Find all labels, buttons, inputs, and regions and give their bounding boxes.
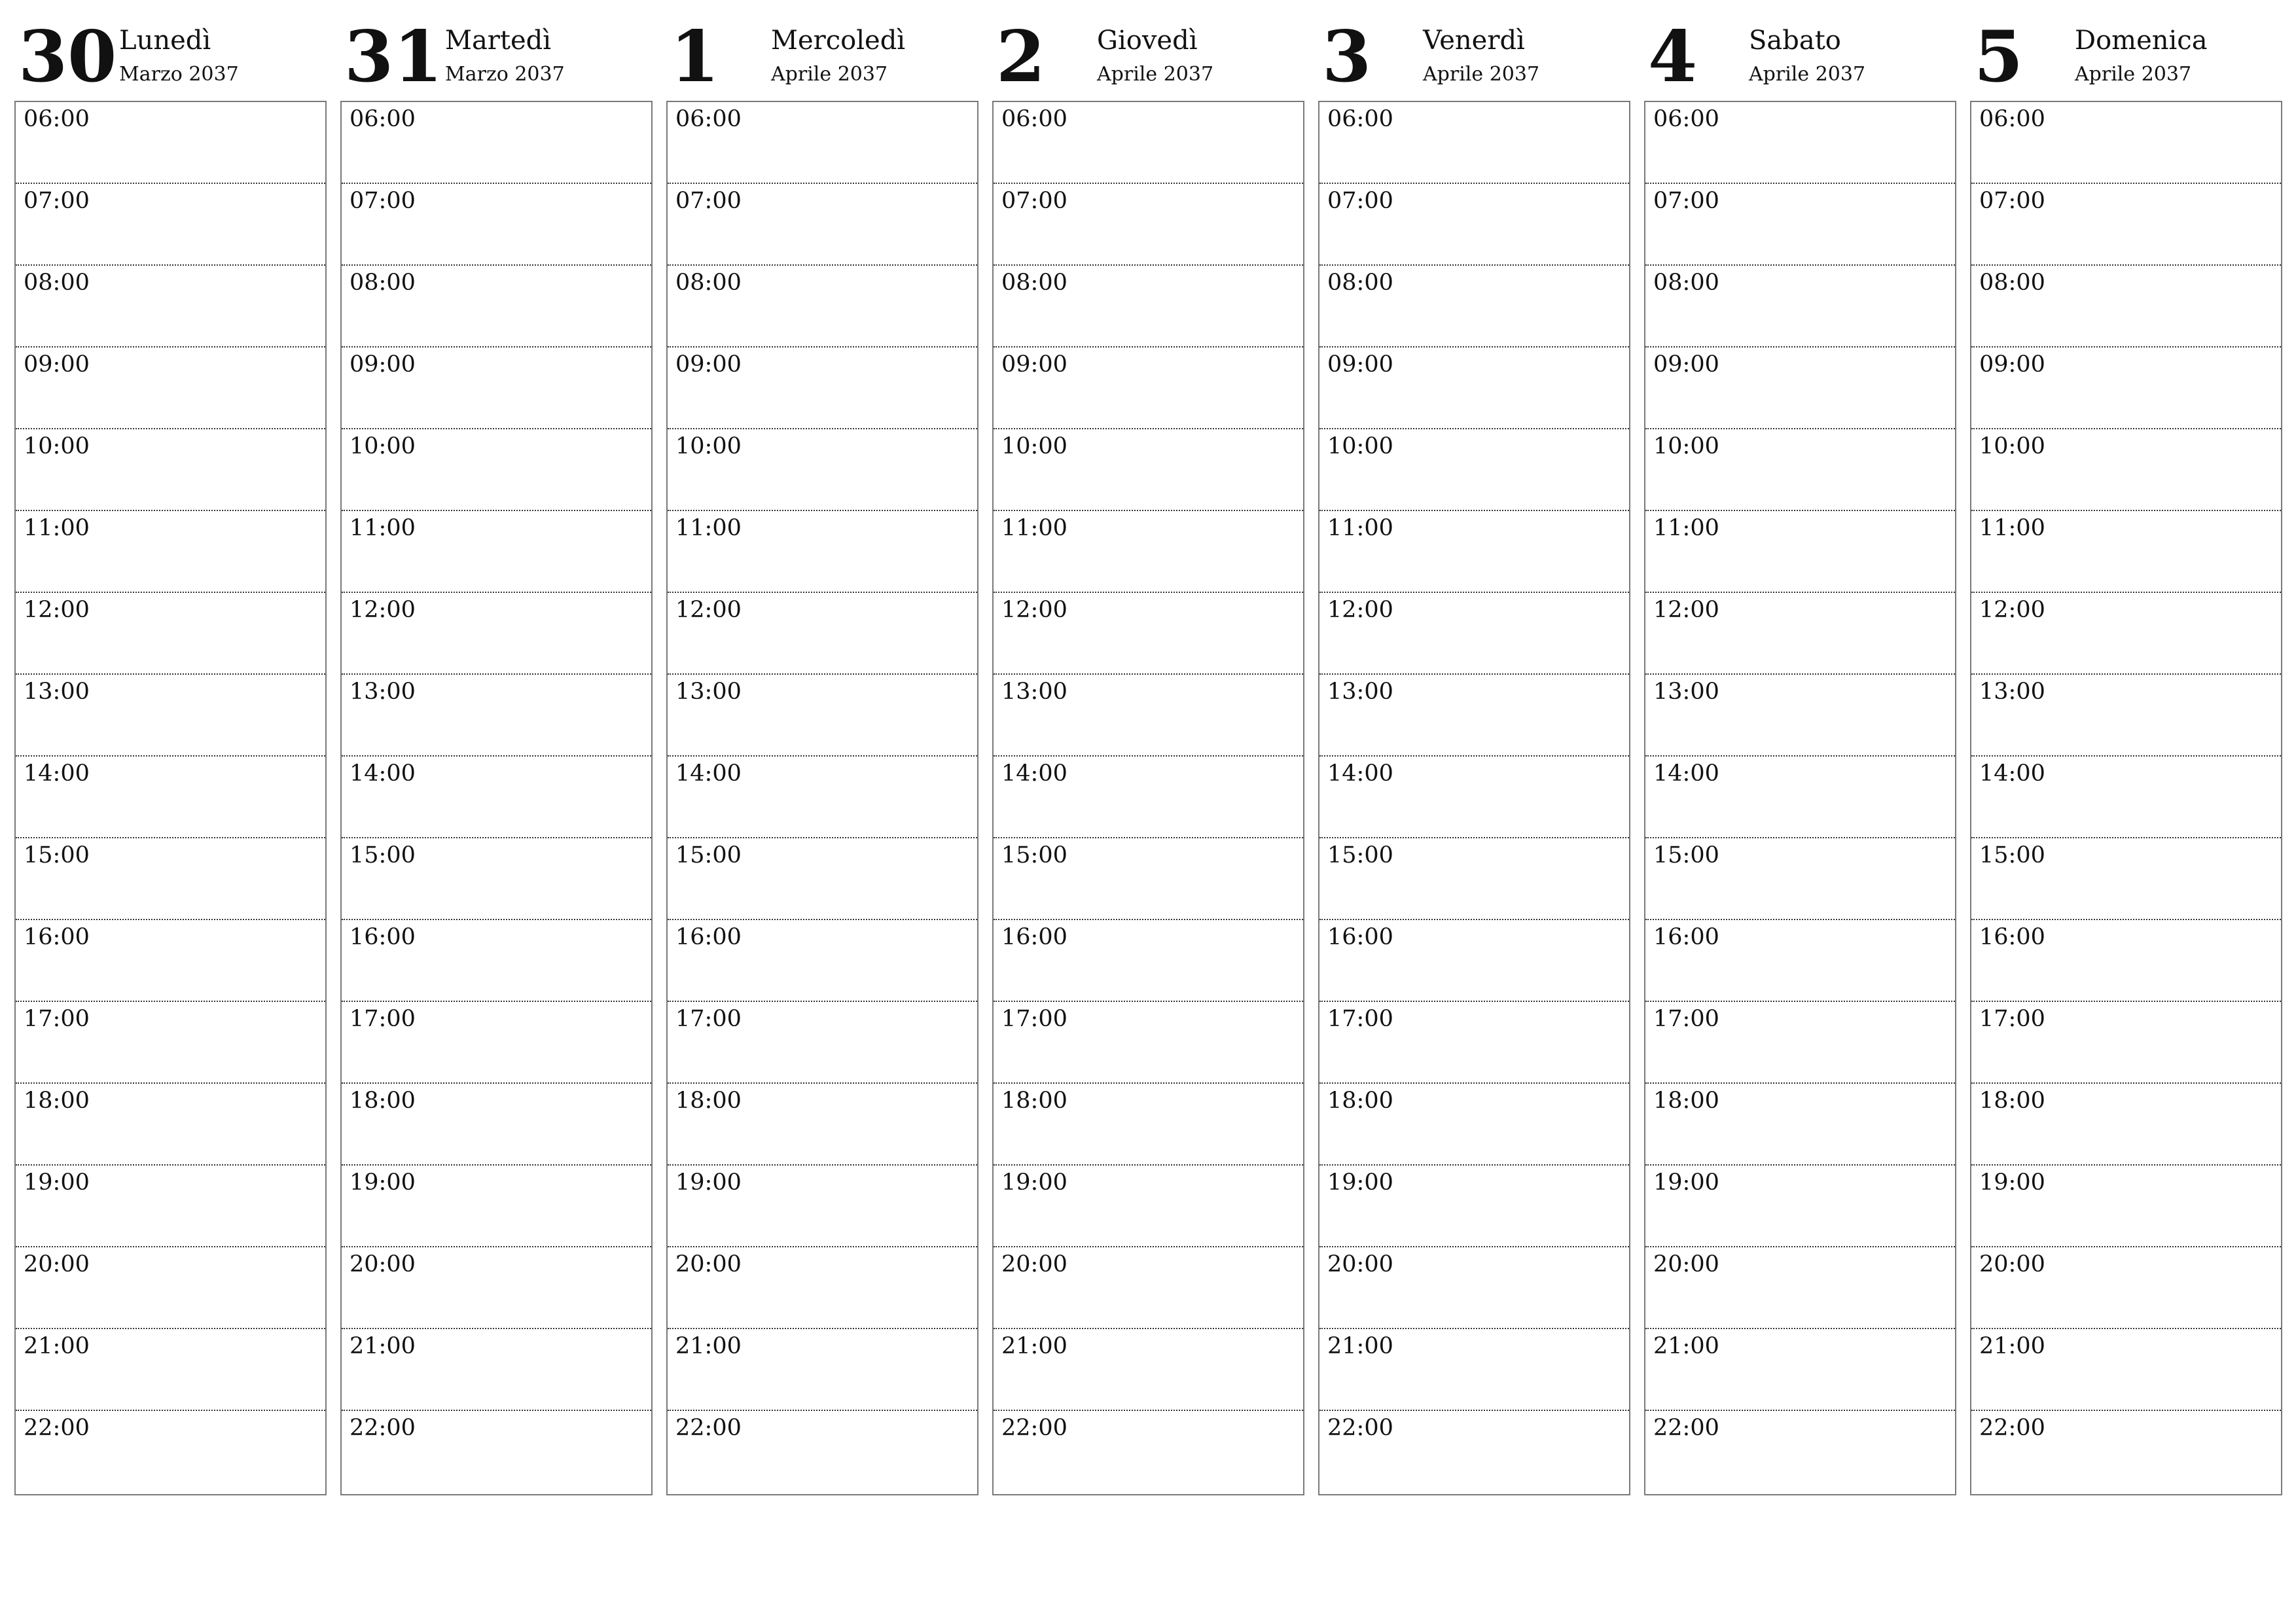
time-slot[interactable]	[1645, 1329, 1955, 1411]
time-slot[interactable]	[1645, 511, 1955, 593]
time-slot[interactable]	[994, 757, 1303, 838]
day-header	[340, 0, 653, 98]
time-slot[interactable]	[668, 1247, 977, 1329]
time-slot[interactable]	[1971, 593, 2281, 675]
day-number: 30	[18, 16, 117, 98]
day-schedule-box	[340, 101, 653, 1495]
time-slot-label: 20:00	[675, 1251, 742, 1277]
time-slot-label: 15:00	[24, 842, 90, 868]
day-schedule-box	[14, 101, 327, 1495]
day-header	[14, 0, 327, 98]
day-column	[1970, 0, 2282, 1499]
time-slot[interactable]	[994, 429, 1303, 511]
time-slot[interactable]	[16, 1247, 325, 1329]
time-slot-label: 21:00	[1979, 1333, 2045, 1359]
time-slot[interactable]	[994, 675, 1303, 757]
time-slot[interactable]	[1319, 429, 1629, 511]
time-slot-label: 19:00	[1979, 1169, 2045, 1196]
time-slot-label: 10:00	[1979, 433, 2045, 459]
time-slot[interactable]	[994, 1002, 1303, 1084]
time-slot-label: 18:00	[350, 1088, 416, 1114]
time-slot[interactable]	[1319, 1084, 1629, 1166]
time-slot-label: 09:00	[1653, 351, 1719, 378]
time-slot[interactable]	[1645, 348, 1955, 429]
time-slot-label: 14:00	[1979, 760, 2045, 787]
time-slot-label: 13:00	[1327, 679, 1393, 705]
time-slot[interactable]	[1319, 920, 1629, 1002]
time-slot[interactable]	[994, 511, 1303, 593]
time-slot[interactable]	[994, 1411, 1303, 1493]
time-slot-label: 11:00	[1327, 515, 1393, 541]
time-slot-label: 12:00	[1653, 597, 1719, 623]
time-slot[interactable]	[1319, 1166, 1629, 1247]
time-slot[interactable]	[16, 429, 325, 511]
time-slot[interactable]	[668, 1166, 977, 1247]
time-slot[interactable]	[16, 511, 325, 593]
time-slot-label: 08:00	[1653, 270, 1719, 296]
time-slot-label: 06:00	[1653, 106, 1719, 132]
day-header	[1644, 0, 1956, 98]
time-slot-label: 11:00	[1653, 515, 1719, 541]
time-slot[interactable]	[994, 348, 1303, 429]
time-slot-label: 21:00	[1653, 1333, 1719, 1359]
time-slot[interactable]	[1645, 675, 1955, 757]
time-slot[interactable]	[1971, 102, 2281, 184]
time-slot[interactable]	[994, 838, 1303, 920]
time-slot-label: 13:00	[24, 679, 90, 705]
time-slot[interactable]	[16, 102, 325, 184]
day-header	[666, 0, 978, 98]
weekday-label: Mercoledì	[771, 26, 906, 56]
time-slot[interactable]	[1971, 1084, 2281, 1166]
time-slot-label: 14:00	[675, 760, 742, 787]
weekday-label: Domenica	[2075, 26, 2208, 56]
time-slot[interactable]	[1971, 184, 2281, 266]
time-slot-label: 14:00	[1001, 760, 1067, 787]
time-slot-label: 21:00	[1327, 1333, 1393, 1359]
time-slot-label: 20:00	[1001, 1251, 1067, 1277]
month-year-label: Aprile 2037	[1749, 63, 1866, 86]
day-column	[1318, 0, 1630, 1499]
time-slot-label: 17:00	[1653, 1006, 1719, 1032]
time-slot-label: 12:00	[1327, 597, 1393, 623]
time-slot[interactable]	[1319, 511, 1629, 593]
time-slot-label: 20:00	[350, 1251, 416, 1277]
time-slot-label: 08:00	[675, 270, 742, 296]
time-slot[interactable]	[668, 266, 977, 348]
time-slot-label: 19:00	[24, 1169, 90, 1196]
time-slot[interactable]	[1319, 675, 1629, 757]
time-slot[interactable]	[668, 348, 977, 429]
time-slot[interactable]	[16, 1002, 325, 1084]
time-slot[interactable]	[342, 266, 651, 348]
time-slot-label: 06:00	[350, 106, 416, 132]
time-slot[interactable]	[668, 1002, 977, 1084]
time-slot-label: 17:00	[675, 1006, 742, 1032]
time-slot[interactable]	[668, 838, 977, 920]
day-number: 3	[1322, 16, 1372, 98]
time-slot-label: 12:00	[350, 597, 416, 623]
time-slot-label: 10:00	[24, 433, 90, 459]
month-year-label: Aprile 2037	[771, 63, 888, 86]
time-slot[interactable]	[994, 1084, 1303, 1166]
time-slot-label: 22:00	[1001, 1415, 1067, 1441]
time-slot[interactable]	[342, 102, 651, 184]
time-slot-label: 18:00	[1001, 1088, 1067, 1114]
time-slot[interactable]	[1319, 1411, 1629, 1493]
time-slot-label: 21:00	[24, 1333, 90, 1359]
time-slot[interactable]	[994, 102, 1303, 184]
weekday-label: Venerdì	[1423, 26, 1525, 56]
day-column	[14, 0, 327, 1499]
time-slot[interactable]	[1971, 429, 2281, 511]
day-column	[666, 0, 978, 1499]
time-slot[interactable]	[668, 1329, 977, 1411]
time-slot[interactable]	[342, 675, 651, 757]
time-slot-label: 19:00	[350, 1169, 416, 1196]
time-slot[interactable]	[342, 1411, 651, 1493]
time-slot[interactable]	[1319, 1329, 1629, 1411]
time-slot[interactable]	[1971, 675, 2281, 757]
time-slot[interactable]	[668, 102, 977, 184]
time-slot-label: 19:00	[675, 1169, 742, 1196]
time-slot-label: 10:00	[1653, 433, 1719, 459]
time-slot-label: 15:00	[1327, 842, 1393, 868]
weekday-label: Sabato	[1749, 26, 1841, 56]
day-schedule-box	[666, 101, 978, 1495]
time-slot[interactable]	[16, 675, 325, 757]
time-slot-label: 12:00	[1979, 597, 2045, 623]
time-slot[interactable]	[1319, 838, 1629, 920]
time-slot[interactable]	[1319, 348, 1629, 429]
time-slot-label: 16:00	[675, 924, 742, 950]
time-slot-label: 17:00	[24, 1006, 90, 1032]
time-slot-label: 22:00	[350, 1415, 416, 1441]
time-slot[interactable]	[668, 429, 977, 511]
time-slot-label: 18:00	[1653, 1088, 1719, 1114]
time-slot[interactable]	[668, 757, 977, 838]
time-slot[interactable]	[342, 757, 651, 838]
time-slot[interactable]	[342, 184, 651, 266]
time-slot[interactable]	[1971, 1166, 2281, 1247]
time-slot-label: 07:00	[1979, 188, 2045, 214]
time-slot-label: 09:00	[1979, 351, 2045, 378]
time-slot[interactable]	[994, 1247, 1303, 1329]
month-year-label: Marzo 2037	[119, 63, 239, 86]
weekday-label: Martedì	[445, 26, 552, 56]
time-slot-label: 07:00	[1327, 188, 1393, 214]
time-slot-label: 09:00	[1327, 351, 1393, 378]
time-slot-label: 08:00	[24, 270, 90, 296]
day-number: 4	[1648, 16, 1698, 98]
time-slot-label: 12:00	[1001, 597, 1067, 623]
time-slot-label: 22:00	[1327, 1415, 1393, 1441]
time-slot-label: 07:00	[675, 188, 742, 214]
time-slot-label: 22:00	[675, 1415, 742, 1441]
time-slot[interactable]	[1645, 266, 1955, 348]
time-slot-label: 21:00	[675, 1333, 742, 1359]
weekday-label: Giovedì	[1097, 26, 1198, 56]
time-slot[interactable]	[994, 266, 1303, 348]
time-slot[interactable]	[1971, 838, 2281, 920]
time-slot-label: 11:00	[1001, 515, 1067, 541]
time-slot-label: 16:00	[1653, 924, 1719, 950]
time-slot[interactable]	[342, 1084, 651, 1166]
time-slot[interactable]	[16, 184, 325, 266]
time-slot[interactable]	[16, 757, 325, 838]
time-slot[interactable]	[994, 920, 1303, 1002]
time-slot-label: 15:00	[675, 842, 742, 868]
time-slot[interactable]	[16, 348, 325, 429]
time-slot[interactable]	[16, 838, 325, 920]
time-slot[interactable]	[1319, 102, 1629, 184]
time-slot-label: 22:00	[1653, 1415, 1719, 1441]
time-slot[interactable]	[342, 1247, 651, 1329]
time-slot[interactable]	[1319, 1247, 1629, 1329]
time-slot-label: 19:00	[1327, 1169, 1393, 1196]
time-slot[interactable]	[1319, 593, 1629, 675]
time-slot[interactable]	[1645, 1247, 1955, 1329]
time-slot[interactable]	[994, 184, 1303, 266]
time-slot-label: 06:00	[1979, 106, 2045, 132]
day-column	[340, 0, 653, 1499]
time-slot[interactable]	[1645, 1411, 1955, 1493]
time-slot-label: 09:00	[1001, 351, 1067, 378]
day-header	[992, 0, 1304, 98]
time-slot[interactable]	[668, 184, 977, 266]
time-slot[interactable]	[342, 1002, 651, 1084]
time-slot-label: 16:00	[350, 924, 416, 950]
time-slot[interactable]	[668, 920, 977, 1002]
month-year-label: Marzo 2037	[445, 63, 565, 86]
time-slot-label: 08:00	[1001, 270, 1067, 296]
time-slot-label: 14:00	[24, 760, 90, 787]
time-slot-label: 18:00	[675, 1088, 742, 1114]
time-slot-label: 21:00	[1001, 1333, 1067, 1359]
time-slot-label: 19:00	[1653, 1169, 1719, 1196]
time-slot-label: 18:00	[1327, 1088, 1393, 1114]
time-slot-label: 13:00	[675, 679, 742, 705]
day-schedule-box	[1318, 101, 1630, 1495]
time-slot-label: 08:00	[1979, 270, 2045, 296]
time-slot[interactable]	[1971, 266, 2281, 348]
day-column	[992, 0, 1304, 1499]
time-slot-label: 16:00	[1327, 924, 1393, 950]
time-slot[interactable]	[16, 1084, 325, 1166]
time-slot-label: 15:00	[1653, 842, 1719, 868]
time-slot[interactable]	[668, 511, 977, 593]
day-number: 5	[1974, 16, 2024, 98]
day-column	[1644, 0, 1956, 1499]
time-slot[interactable]	[1319, 184, 1629, 266]
time-slot[interactable]	[668, 593, 977, 675]
day-schedule-box	[1644, 101, 1956, 1495]
time-slot[interactable]	[1319, 266, 1629, 348]
day-schedule-box	[992, 101, 1304, 1495]
time-slot[interactable]	[342, 1329, 651, 1411]
time-slot-label: 13:00	[350, 679, 416, 705]
time-slot-label: 17:00	[1001, 1006, 1067, 1032]
time-slot-label: 11:00	[675, 515, 742, 541]
time-slot-label: 22:00	[24, 1415, 90, 1441]
day-number: 2	[996, 16, 1046, 98]
time-slot-label: 10:00	[350, 433, 416, 459]
time-slot[interactable]	[1645, 102, 1955, 184]
time-slot-label: 21:00	[350, 1333, 416, 1359]
time-slot[interactable]	[668, 1411, 977, 1493]
time-slot-label: 20:00	[24, 1251, 90, 1277]
day-number: 31	[344, 16, 443, 98]
time-slot[interactable]	[1971, 1411, 2281, 1493]
time-slot[interactable]	[1645, 757, 1955, 838]
time-slot-label: 07:00	[350, 188, 416, 214]
time-slot-label: 11:00	[350, 515, 416, 541]
time-slot-label: 10:00	[675, 433, 742, 459]
time-slot-label: 09:00	[350, 351, 416, 378]
time-slot[interactable]	[16, 920, 325, 1002]
time-slot-label: 15:00	[1979, 842, 2045, 868]
time-slot[interactable]	[1645, 1002, 1955, 1084]
time-slot[interactable]	[1645, 920, 1955, 1002]
time-slot[interactable]	[668, 675, 977, 757]
time-slot[interactable]	[342, 593, 651, 675]
time-slot[interactable]	[342, 920, 651, 1002]
time-slot-label: 11:00	[24, 515, 90, 541]
time-slot-label: 18:00	[24, 1088, 90, 1114]
time-slot-label: 06:00	[1001, 106, 1067, 132]
time-slot-label: 20:00	[1979, 1251, 2045, 1277]
time-slot[interactable]	[1319, 757, 1629, 838]
time-slot[interactable]	[1319, 1002, 1629, 1084]
month-year-label: Aprile 2037	[2075, 63, 2192, 86]
time-slot[interactable]	[1645, 429, 1955, 511]
day-number: 1	[670, 16, 720, 98]
time-slot[interactable]	[1971, 757, 2281, 838]
time-slot-label: 07:00	[1001, 188, 1067, 214]
time-slot[interactable]	[1645, 838, 1955, 920]
time-slot-label: 06:00	[1327, 106, 1393, 132]
time-slot-label: 08:00	[1327, 270, 1393, 296]
time-slot-label: 14:00	[1327, 760, 1393, 787]
weekday-label: Lunedì	[119, 26, 211, 56]
time-slot-label: 14:00	[350, 760, 416, 787]
time-slot-label: 11:00	[1979, 515, 2045, 541]
time-slot-label: 08:00	[350, 270, 416, 296]
time-slot-label: 12:00	[675, 597, 742, 623]
day-header	[1970, 0, 2282, 98]
time-slot[interactable]	[994, 1166, 1303, 1247]
time-slot-label: 06:00	[24, 106, 90, 132]
time-slot[interactable]	[994, 1329, 1303, 1411]
time-slot[interactable]	[342, 511, 651, 593]
time-slot-label: 13:00	[1979, 679, 2045, 705]
time-slot-label: 17:00	[1979, 1006, 2045, 1032]
time-slot[interactable]	[16, 1411, 325, 1493]
time-slot[interactable]	[1971, 920, 2281, 1002]
time-slot-label: 17:00	[1327, 1006, 1393, 1032]
time-slot[interactable]	[16, 1329, 325, 1411]
time-slot[interactable]	[342, 348, 651, 429]
time-slot-label: 14:00	[1653, 760, 1719, 787]
time-slot-label: 18:00	[1979, 1088, 2045, 1114]
time-slot[interactable]	[1645, 184, 1955, 266]
time-slot-label: 20:00	[1653, 1251, 1719, 1277]
time-slot[interactable]	[1971, 1002, 2281, 1084]
month-year-label: Aprile 2037	[1097, 63, 1214, 86]
time-slot[interactable]	[342, 429, 651, 511]
time-slot[interactable]	[668, 1084, 977, 1166]
time-slot[interactable]	[16, 1166, 325, 1247]
time-slot-label: 07:00	[1653, 188, 1719, 214]
time-slot[interactable]	[1971, 1329, 2281, 1411]
time-slot-label: 16:00	[24, 924, 90, 950]
time-slot-label: 13:00	[1001, 679, 1067, 705]
time-slot[interactable]	[342, 1166, 651, 1247]
time-slot-label: 15:00	[350, 842, 416, 868]
time-slot-label: 16:00	[1979, 924, 2045, 950]
time-slot[interactable]	[1645, 593, 1955, 675]
time-slot-label: 06:00	[675, 106, 742, 132]
time-slot-label: 09:00	[675, 351, 742, 378]
time-slot[interactable]	[994, 593, 1303, 675]
day-schedule-box	[1970, 101, 2282, 1495]
time-slot-label: 10:00	[1001, 433, 1067, 459]
time-slot[interactable]	[1971, 511, 2281, 593]
time-slot-label: 09:00	[24, 351, 90, 378]
time-slot[interactable]	[16, 593, 325, 675]
time-slot[interactable]	[16, 266, 325, 348]
time-slot-label: 17:00	[350, 1006, 416, 1032]
time-slot[interactable]	[1971, 348, 2281, 429]
time-slot[interactable]	[1645, 1084, 1955, 1166]
day-header	[1318, 0, 1630, 98]
month-year-label: Aprile 2037	[1423, 63, 1540, 86]
time-slot[interactable]	[1971, 1247, 2281, 1329]
time-slot-label: 19:00	[1001, 1169, 1067, 1196]
time-slot-label: 10:00	[1327, 433, 1393, 459]
time-slot-label: 22:00	[1979, 1415, 2045, 1441]
time-slot-label: 13:00	[1653, 679, 1719, 705]
time-slot-label: 16:00	[1001, 924, 1067, 950]
time-slot-label: 12:00	[24, 597, 90, 623]
time-slot[interactable]	[342, 838, 651, 920]
time-slot-label: 07:00	[24, 188, 90, 214]
time-slot[interactable]	[1645, 1166, 1955, 1247]
time-slot-label: 20:00	[1327, 1251, 1393, 1277]
time-slot-label: 15:00	[1001, 842, 1067, 868]
